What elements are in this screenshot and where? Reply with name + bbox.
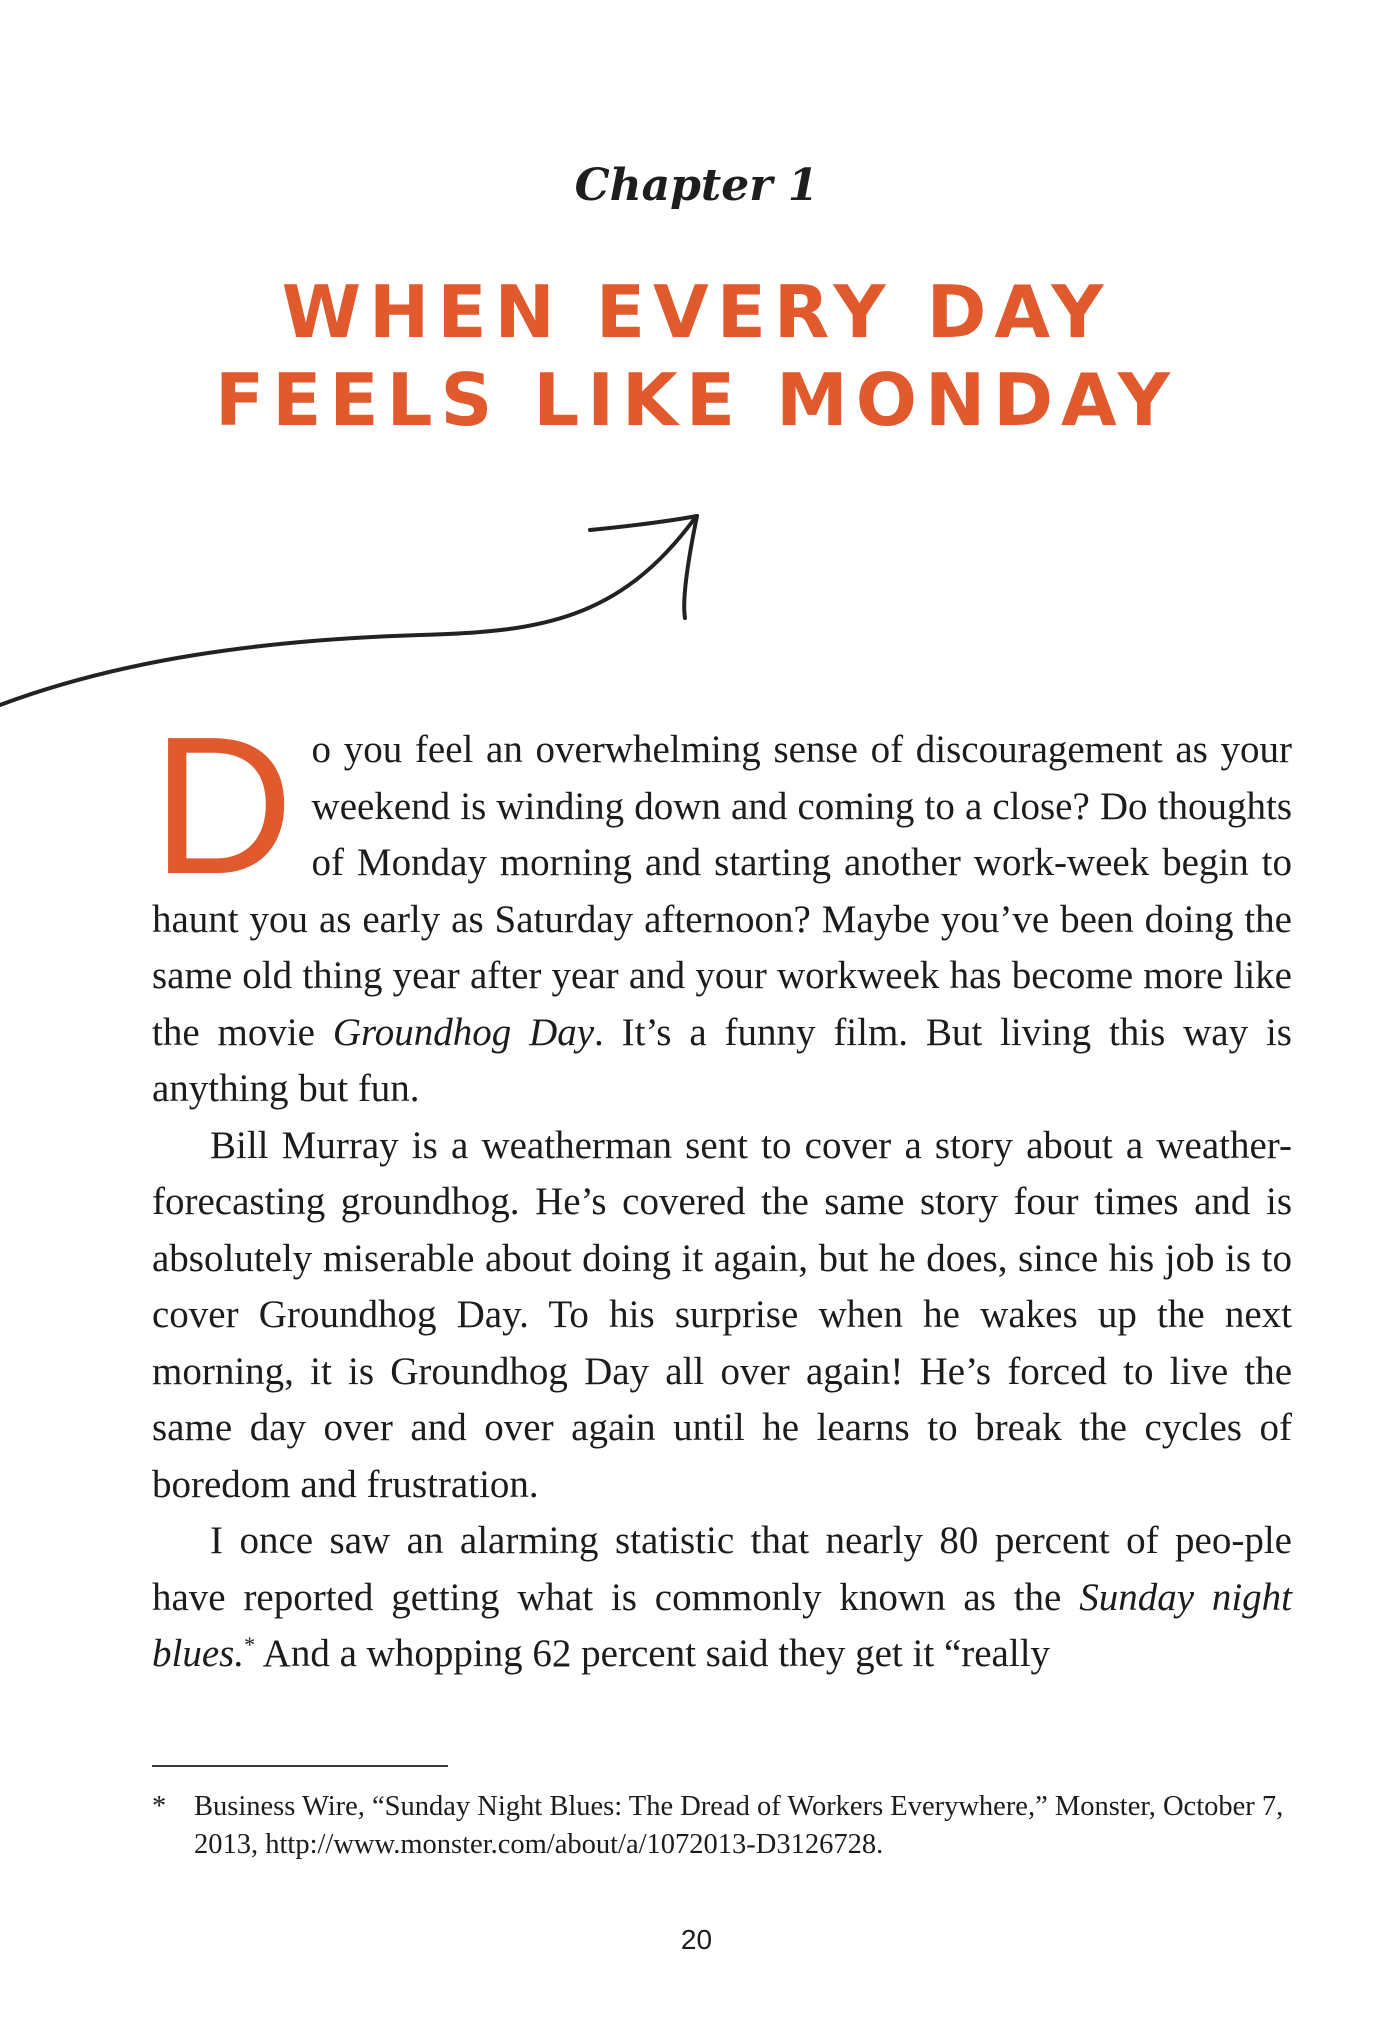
footnote-text: Business Wire, “Sunday Night Blues: The Dread of Workers Everywhere,” Monster, October 7, 2013, http://www.monster.com/about/a/1072013-D3126728. (194, 1791, 1284, 1860)
footnote-reference[interactable]: * (244, 1632, 256, 1657)
footnote-mark: * (152, 1791, 167, 1822)
chapter-title-line-2: FEELS LIKE MONDAY (215, 358, 1178, 442)
chapter-label: Chapter 1 (574, 160, 819, 211)
paragraph-1-text-a: o you feel an overwhelming sense of discouragement as your weekend is winding down and coming to a close? Do thoughts of Monday morning and starting another work-week begin to haunt you as early as Saturday afternoon? Maybe you’ve been doing the same old thing year after year and your workweek has become more like the movie (152, 728, 1292, 1054)
paragraph-1-italic: Groundhog Day (332, 1010, 595, 1054)
paragraph-3-text-a: I once saw an alarming statistic that nearly 80 percent of peo-ple have reported getting what is commonly known as the (152, 1519, 1292, 1619)
paragraph-3 (152, 1513, 1292, 1683)
paragraph-3-text-b: And a whopping 62 percent said they get it “really (255, 1632, 1051, 1675)
page-number: 20 (680, 1924, 713, 1955)
chapter-title-line-1: WHEN EVERY DAY (281, 270, 1112, 354)
hand-drawn-arrow-icon (0, 500, 760, 720)
paragraph-3-italic: Sunday night blues. (152, 1575, 1292, 1675)
footnote (152, 1788, 1297, 1864)
footnote-divider (152, 1765, 448, 1767)
chapter-title (0, 268, 1393, 444)
paragraph-1-text-b: . It’s a funny film. But living this way is anything but fun. (152, 1010, 1292, 1110)
body-text (152, 696, 1292, 1683)
paragraph-2: Bill Murray is a weatherman sent to cover a story about a weather-forecasting groundhog. He’s covered the same story four times and is absolutely miserable about doing it again, but he does, since his job is to cover Groundhog Day. To his surprise when he wakes up the next morning, it is Groundhog Day all over again! He’s forced to live the same day over and over again until he learns to break the cycles of boredom and frustration. (152, 1123, 1292, 1506)
paragraph-1 (152, 696, 1292, 1118)
drop-cap: D (152, 696, 294, 915)
